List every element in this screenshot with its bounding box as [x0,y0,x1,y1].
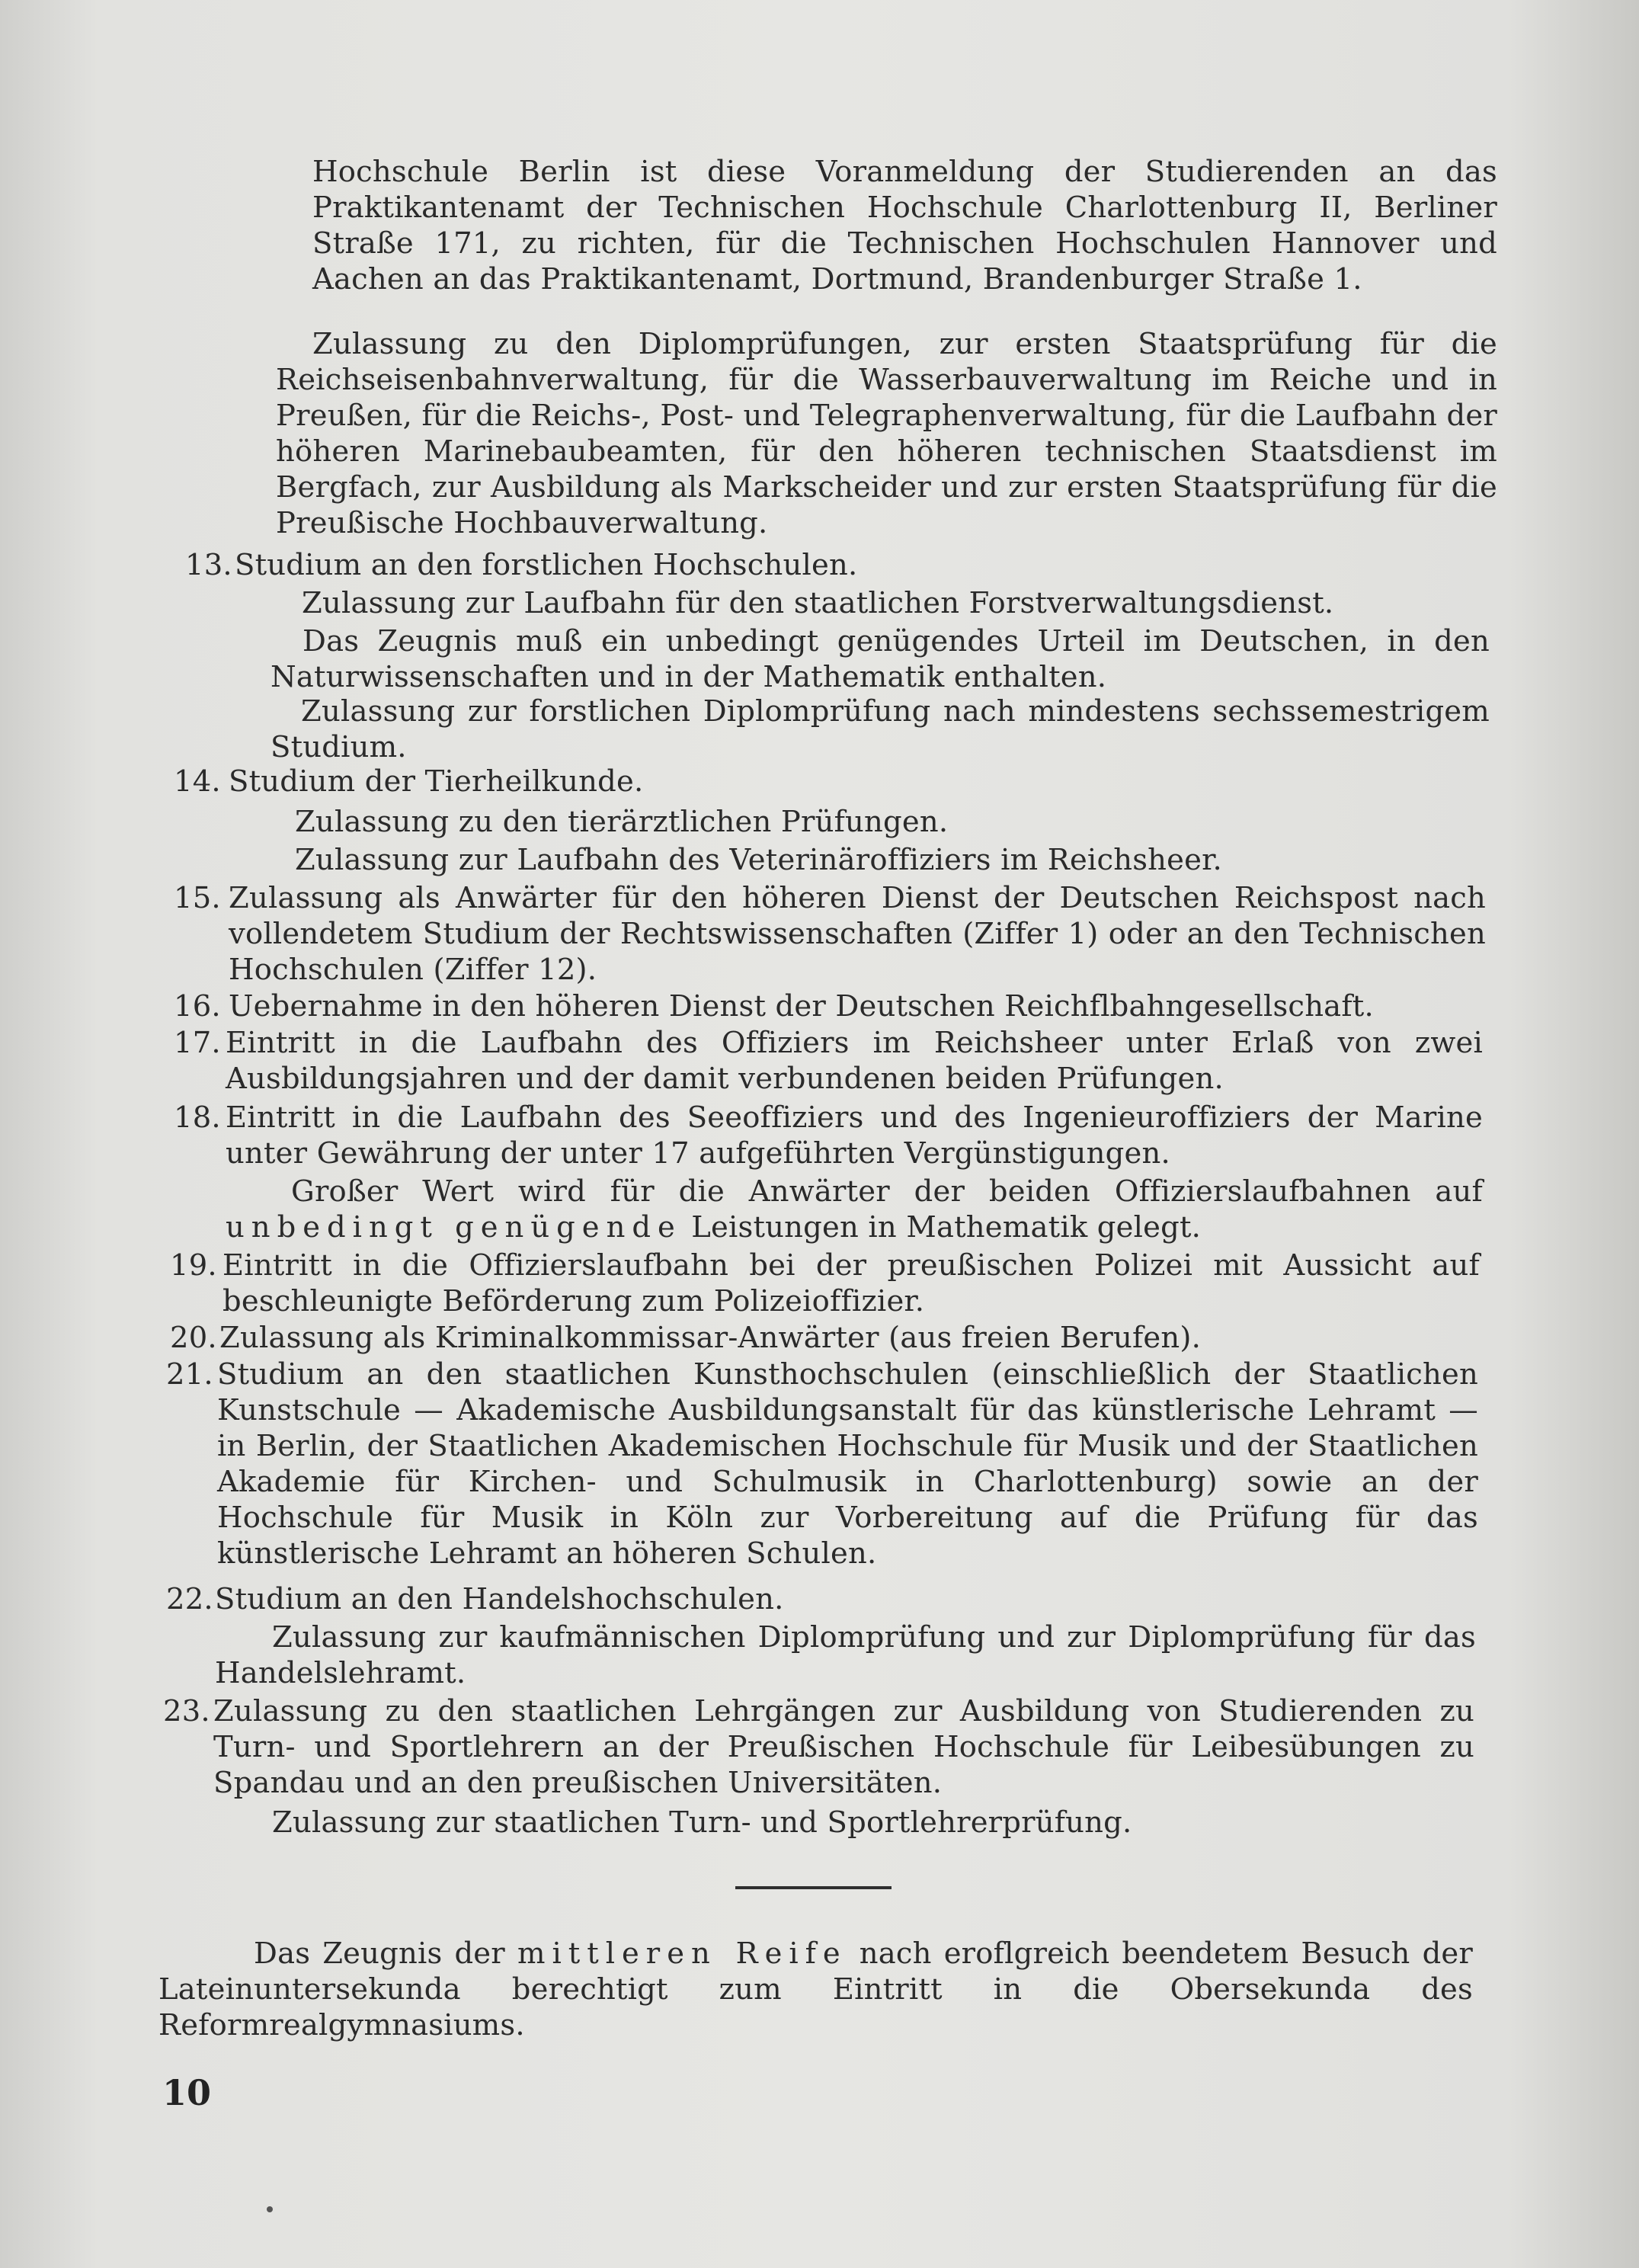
item-18-text: Eintritt in die Laufbahn des Seeoffiziers und des Ingenieuroffiziers der Marine unter Gewährung der unter 17 aufgeführten Vergünstigungen. [226,1100,1483,1171]
item-14-sub-1: Zulassung zu den tierärztlichen Prüfungen. [295,805,949,839]
item-13-sub-1: Zulassung zur Laufbahn für den staatlichen Forstverwaltungsdienst. [302,586,1334,620]
item-20-text: Zulassung als Kriminalkommissar-Anwärter (aus freien Berufen). [219,1321,1202,1355]
item-number: 14. [174,764,221,799]
closing-after: nach eroflgreich beendetem Besuch der Lateinuntersekunda berechtigt zum Eintritt in die Obersekunda des Reformrealgymnasiums. [158,1936,1474,2042]
item-number: 23. [163,1694,210,1728]
item-number: 18. [174,1100,221,1135]
item-17-text: Eintritt in die Laufbahn des Offiziers im Reichsheer unter Erlaß von zwei Ausbildungsjahren und der damit verbundenen beiden Prüfungen. [226,1026,1483,1096]
item-23-text: Zulassung zu den staatlichen Lehrgängen zur Ausbildung von Studierenden zu Turn- und Sportlehrern an der Preußischen Hochschule für Leibesübungen zu Spandau und an den preußischen Universitäten. [213,1694,1474,1800]
item-22-text: Studium an den Handelshochschulen. [215,1582,784,1616]
page-number: 10 [162,2072,212,2113]
item-number: 20. [170,1321,217,1355]
item-number: 22. [166,1582,213,1616]
item-21-text: Studium an den staatlichen Kunsthochschulen (einschließlich der Staatlichen Kunstschule — Akademische Ausbildungsanstalt für das künstlerische Lehramt — in Berlin, der Staatlichen Akademischen Hochschule für Musik und der Staatlichen Akademie für Kirchen- und Schulmusik in Charlottenburg) sowie an der Hochschule für Musik in Köln zur Vorbereitung auf die Prüfung für das künstlerische Lehramt an höheren Schulen. [217,1357,1478,1571]
item-number: 15. [174,881,221,915]
item-13-sub-3: Zulassung zur forstlichen Diplomprüfung nach mindestens sechssemestrigem Studium. [270,694,1490,764]
item-number: 16. [174,989,221,1023]
item-number: 17. [174,1026,221,1060]
intro-paragraph-2: Zulassung zu den Diplomprüfungen, zur ersten Staatsprüfung für die Reichseisenbahnverwaltung, für die Wasserbauverwaltung im Reiche und in Preußen, für die Reichs-, Post- und Telegraphenverwaltung, für die Laufbahn der höheren Marinebaubeamten, für den höheren technischen Staatsdienst im Bergfach, zur Ausbildung als Markscheider und zur ersten Staatsprüfung für die Preußische Hochbauverwaltung. [276,327,1497,540]
item-23-sub-1: Zulassung zur staatlichen Turn- und Sportlehrerprüfung. [272,1805,1132,1840]
item-14-text: Studium der Tierheilkunde. [229,764,644,799]
separator-rule [735,1886,892,1889]
paper-speck [267,2206,273,2212]
item-19-text: Eintritt in die Offizierslaufbahn bei der preußischen Polizei mit Aussicht auf beschleunigte Beförderung zum Polizeioffizier. [222,1248,1480,1318]
closing-paragraph [158,1936,1473,2043]
item-18-note-before: Großer Wert wird für die Anwärter der beiden Offizierslaufbahnen auf [291,1174,1483,1209]
closing-spaced: mittleren Reife [517,1936,847,1971]
item-13-sub-2: Das Zeugnis muß ein unbedingt genügendes Urteil im Deutschen, in den Naturwissenschaften und in der Mathematik enthalten. [270,624,1490,694]
intro-paragraph-1: Hochschule Berlin ist diese Voranmeldung der Studierenden an das Praktikantenamt der Technischen Hochschule Charlottenburg II, Berliner Straße 171, zu richten, für die Technischen Hochschulen Hannover und Aachen an das Praktikantenamt, Dortmund, Brandenburger Straße 1. [312,155,1497,296]
item-22-sub-1: Zulassung zur kaufmännischen Diplomprüfung und zur Diplomprüfung für das Handelslehramt. [215,1620,1476,1690]
item-number: 21. [166,1357,213,1392]
closing-before: Das Zeugnis der [254,1936,505,1971]
item-18-note-spaced: unbedingt genügende [226,1210,682,1245]
item-number: 13. [185,548,232,582]
item-15-body: Zulassung als Anwärter für den höheren Dienst der Deutschen Reichspost nach vollendetem Studium der Rechtswissenschaften (Ziffer 1) oder an den Technischen Hochschulen (Ziffer 12). [229,881,1486,987]
item-16-text: Uebernahme in den höheren Dienst der Deutschen Reichflbahngesellschaft. [229,989,1374,1023]
item-14-sub-2: Zulassung zur Laufbahn des Veterinäroffiziers im Reichsheer. [295,843,1222,877]
item-18-note-after: Leistungen in Mathematik gelegt. [691,1210,1202,1245]
item-18-note [226,1174,1483,1245]
item-15-text [229,880,1486,988]
item-number: 19. [170,1248,217,1283]
item-13-text: Studium an den forstlichen Hochschulen. [235,548,858,582]
